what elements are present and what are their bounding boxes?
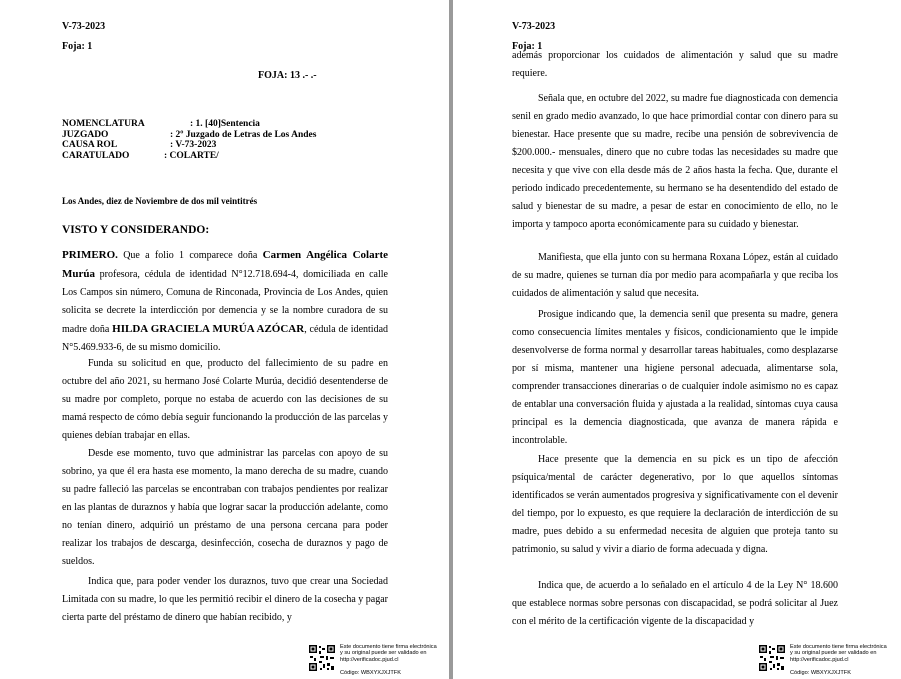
qr-code-icon (308, 644, 336, 672)
foja-label: Foja: 1 (512, 41, 543, 52)
paragraph: Hace presente que la demencia en su pick es un tipo de afección psíquica/mental de carácter degenerativo, por lo que aquellos síntomas identificados se verán aumentados progresiva y significativamente con el devenir del tiempo, por lo expuesto, es que requiere la declaración de interdicción de su madre, pues debido a su enfermedad necesita de alguien que proteja tanto su patrimonio, su salud y vivir a diario de forma adecuada y digna. (512, 454, 838, 555)
paragraph: además proporcionar los cuidados de alimentación y salud que su madre requiere. (512, 50, 838, 79)
case-code: V-73-2023 (62, 21, 106, 32)
date-line: Los Andes, diez de Noviembre de dos mil veintitrés (62, 196, 258, 206)
verification-link[interactable]: http://verificadoc.pjud.cl (340, 656, 399, 663)
foja-number: FOJA: 13 .- .- (258, 70, 317, 81)
case-code: V-73-2023 (512, 21, 556, 32)
paragraph: Indica que, de acuerdo a lo señalado en el artículo 4 de la Ley N° 18.600 que establece normas sobre personas con discapacidad, se podrá solicitar al Juez con el mérito de la certificación vigente de la discapacidad y (512, 580, 838, 627)
paragraph: Manifiesta, que ella junto con su hermana Roxana López, están al cuidado de su madre, quienes se turnan día por medio para acompañarla y que reciba los cuidados de alimentación y salud que necesita. (512, 252, 838, 299)
metadata-row: NOMENCLATURA : 1. [40]Sentencia (62, 119, 260, 129)
verification-code: Código: WBXYXJXJTFK (340, 670, 401, 676)
foja-label: Foja: 1 (62, 41, 93, 52)
paragraph: Indica que, para poder vender los duraznos, tuvo que crear una Sociedad Limitada con su madre, lo que les permitió recibir el dinero de la cosecha y pagar cierta parte del préstamo de dinero que habían recibido, y (62, 576, 388, 623)
document-page-2 (453, 0, 901, 679)
verification-link[interactable]: http://verificadoc.pjud.cl (790, 656, 849, 663)
e-signature-footer (758, 644, 901, 678)
paragraph-primero: PRIMERO. Que a folio 1 comparece doña Carmen Angélica Colarte Murúa profesora, cédula de identidad N°12.718.694-4, domiciliada en calle Los Campos sin número, Comuna de Rinconada, Provincia de Los Andes, quien solicita se decrete la interdicción por demencia y se la nombre curadora de su madre doña HILDA GRACIELA MURÚA AZÓCAR, cédula de identidad N°5.469.933-6, de su mismo domicilio. (62, 249, 389, 353)
paragraph: Desde ese momento, tuvo que administrar las parcelas con apoyo de su sobrino, ya que él era hasta ese momento, la mano derecha de su madre, cuando su padre falleció las parcelas se encontraban con trabajos pendientes por realizar en las plantas de duraznos y había que lograr sacar la producción adelante, como no tenían dinero, adquirió un préstamo de una persona cercana para poder realizar los trabajos de descarga, desinfección, cosecha de duraznos y pago de sueldos. (62, 448, 388, 567)
signature-notice: Este documento tiene firma electrónica y su original puede ser validado en http://verificadoc.pjud.cl (790, 644, 887, 663)
metadata-row: CAUSA ROL : V-73-2023 (62, 140, 217, 150)
e-signature-footer (308, 644, 449, 678)
metadata-row: CARATULADO : COLARTE/ (62, 150, 219, 161)
paragraph: Prosigue indicando que, la demencia senil que presenta su madre, genera como consecuencia límites mentales y físicos, condicionamiento que le impide desenvolverse de forma normal y desarrollar tareas habituales, como desplazarse por sí misma, mantener una higiene personal adecuada, alimentarse sola, comprender transacciones dinerarias o de cualquier índole asimismo no es capaz de entablar una conversación fluida y ajustada a la realidad, síntomas cuya causa principal es la demencia diagnosticada, que avanza de manera rápida e incontrolable. (512, 309, 838, 446)
verification-code: Código: WBXYXJXJTFK (790, 670, 851, 676)
paragraph: Funda su solicitud en que, producto del fallecimiento de su padre en octubre del año 2021, su hermano José Colarte Murúa, decidió desentenderse de su madre por completo, porque no estaba de acuerdo con las decisiones de su mamá respecto de cómo debía seguir funcionando la producción de las parcelas y quienes debían trabajar en ellas. (62, 358, 388, 441)
document-page-1 (0, 0, 449, 679)
metadata-row: JUZGADO : 2º Juzgado de Letras de Los Andes (62, 129, 317, 140)
paragraph: Señala que, en octubre del 2022, su madre fue diagnosticada con demencia senil en grado medio avanzado, lo que hace primordial contar con dinero para su bienestar. Hace presente que su madre, recibe una pensión de sobrevivencia de $200.000.- mensuales, dinero que no cubre todas las necesidades su madre que necesita y que vive con ella desde más de 2 años hasta la fecha. Que, durante el periodo indicado precedentemente, su hermano se ha desentendido del estado de salud y bienestar de su madre, a pesar de estar en conocimiento de ello, no le importa y tampoco aporta económicamente para su cuidado y bienestar. (512, 93, 838, 230)
signature-notice: Este documento tiene firma electrónica y su original puede ser validado en http://verificadoc.pjud.cl (340, 644, 437, 663)
section-title: VISTO Y CONSIDERANDO: (62, 224, 210, 236)
case-metadata (62, 119, 316, 161)
qr-code-icon (758, 644, 786, 672)
